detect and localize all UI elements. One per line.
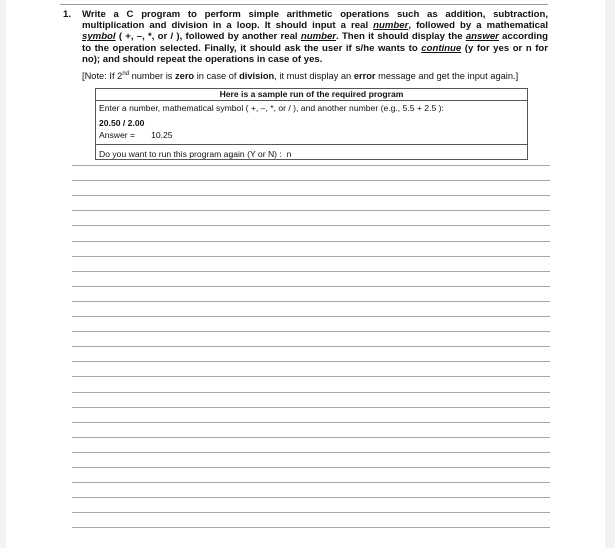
top-rule [60,4,548,5]
sample-again-input: n [286,149,292,159]
answer-line [72,301,550,302]
answer-line [72,497,550,498]
answer-line [72,452,550,453]
sample-answer-value: 10.25 [151,130,173,140]
sample-run-title: Here is a sample run of the required program [96,89,527,101]
answer-line [72,407,550,408]
answer-line [72,331,550,332]
sample-run-box [95,88,528,160]
sample-divider [96,144,527,145]
sample-prompt: Enter a number, mathematical symbol ( +, –, *, or / ), and another number (e.g., 5.5 + 2.5 ): [99,103,444,113]
answer-line [72,241,550,242]
answer-line [72,225,550,226]
question-block [64,9,548,65]
answer-line [72,392,550,393]
answer-line [72,361,550,362]
answer-line [72,210,550,211]
sample-answer-row [99,130,173,140]
answer-line [72,346,550,347]
answer-line [72,512,550,513]
sample-answer-label: Answer = [99,130,136,140]
answer-line [72,422,550,423]
question-text: Write a C program to perform simple arithmetic operations such as addition, subtraction, multiplication and division in a loop. It should input a real number, followed by a mathematical symbol ( +, –, *, or / ), followed by another real number. Then it should display the answer according to the operation selected. Finally, it should ask the user if s/he wants to continue (y for yes or n for no); and should repeat the operations in case of yes. [82,9,549,65]
sample-user-input: 20.50 / 2.00 [99,118,145,128]
answer-line [72,482,550,483]
answer-line [72,467,550,468]
answer-line [72,527,550,528]
answer-line [72,195,550,196]
answer-line [72,286,550,287]
question-number: 1. [63,9,72,20]
answer-line [72,437,550,438]
answer-line [72,256,550,257]
page-edge-left [0,0,6,548]
answer-line [72,271,550,272]
sample-again-prompt: Do you want to run this program again (Y or N) : [99,149,282,159]
note-text: [Note: If 2nd number is zero in case of division, it must display an error message and get the input again.] [82,71,519,81]
answer-line [72,316,550,317]
answer-line [72,180,550,181]
page-edge-right [605,0,615,548]
sample-again-row [99,149,291,159]
answer-line [72,165,550,166]
answer-line [72,376,550,377]
